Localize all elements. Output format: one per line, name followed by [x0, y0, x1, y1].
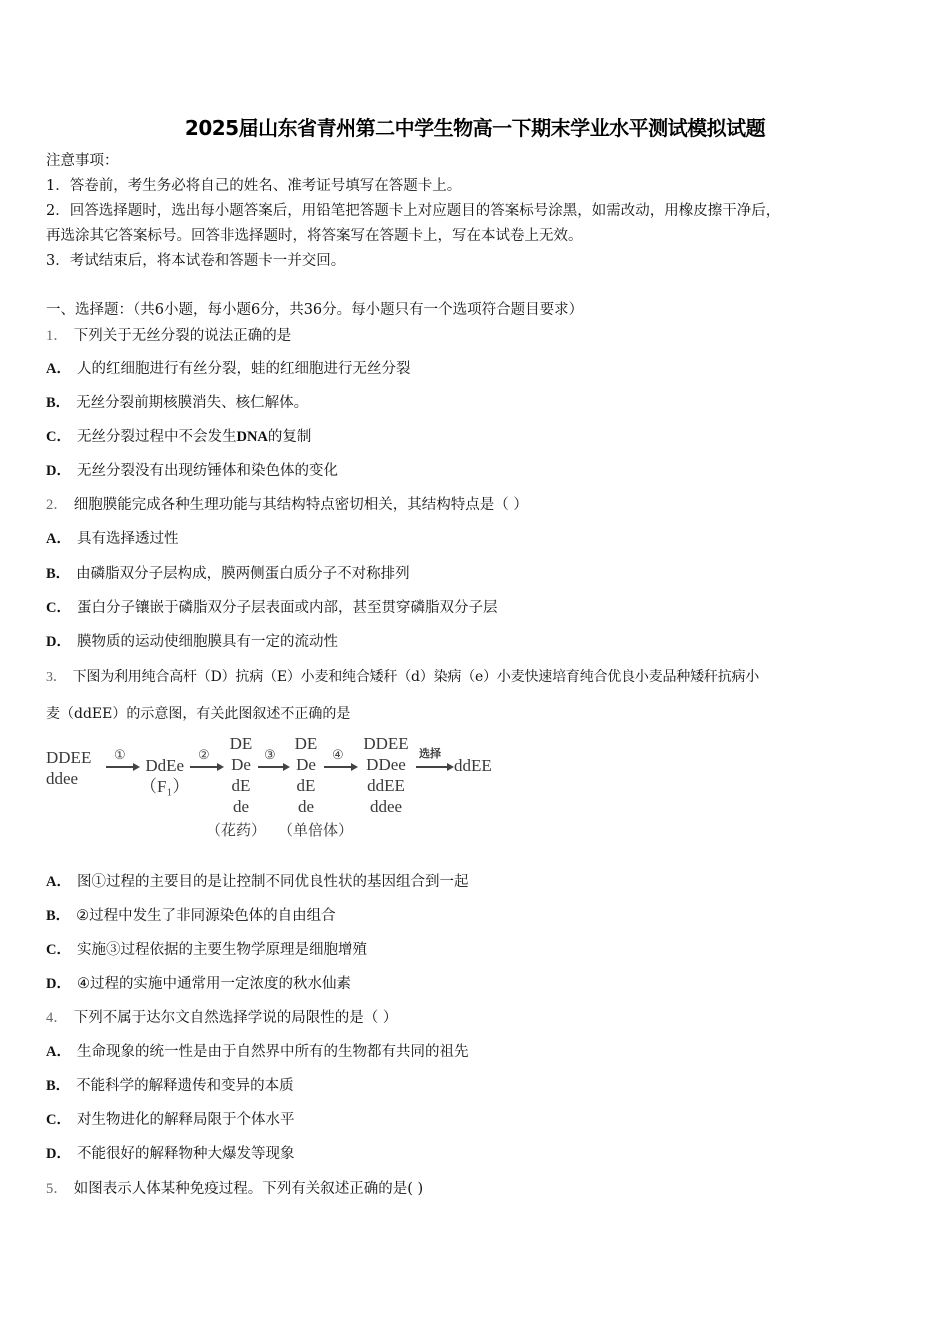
step-4-marker: ④ [332, 747, 344, 762]
question-stem: 如图表示人体某种免疫过程。下列有关叙述正确的是( ) [73, 1181, 424, 1197]
page-title: 2025届山东省青州第二中学生物高一下期末学业水平测试模拟试题 [184, 116, 766, 140]
arrow-icon [190, 766, 222, 768]
option-1d [46, 461, 338, 481]
option-3b [46, 906, 336, 926]
gamete-genotype: DE [229, 734, 253, 753]
step-2-marker: ② [198, 747, 210, 762]
notice-item-2-cont: 再选涂其它答案标号。回答非选择题时，将答案写在答题卡上，写在本试卷上无效。 [46, 228, 583, 244]
diploid-genotype: DDEE [363, 734, 409, 753]
option-4d [46, 1144, 294, 1164]
notice-item-3: 3．考试结束后，将本试卷和答题卡一并交回。 [46, 253, 346, 269]
option-label: B． [46, 1078, 71, 1094]
anther-label: （花药） [206, 821, 267, 839]
section-heading: 一、选择题：（共6小题，每小题6分，共36分。每小题只有一个选项符合题目要求） [46, 302, 584, 318]
option-2a [46, 529, 178, 549]
question-stem: 下列不属于达尔文自然选择学说的局限性的是（ ） [73, 1010, 398, 1026]
option-label: D． [46, 463, 71, 479]
arrow-icon [324, 766, 356, 768]
diploid-genotype: ddEE [367, 776, 405, 795]
option-label: C． [46, 429, 71, 445]
question-4 [46, 1008, 397, 1028]
option-label: A． [46, 531, 71, 547]
diploid-genotype: DDee [366, 755, 406, 774]
question-number: 3． [46, 670, 67, 685]
option-label: A． [46, 874, 71, 890]
diploid-genotype: ddee [369, 797, 403, 816]
diagram-haploid [291, 733, 321, 817]
notice-item-1: 1．答卷前，考生务必将自己的姓名、准考证号填写在答题卡上。 [46, 178, 462, 194]
option-text: 不能科学的解释遗传和变异的本质 [76, 1078, 294, 1094]
option-4c [46, 1110, 294, 1130]
option-label: B． [46, 395, 71, 411]
option-text: 人的红细胞进行有丝分裂，蛙的红细胞进行无丝分裂 [76, 361, 411, 377]
question-number: 4． [46, 1010, 68, 1026]
option-1a [46, 359, 410, 379]
option-label: B． [46, 908, 71, 924]
option-2d [46, 632, 338, 652]
option-4a [46, 1042, 468, 1062]
diagram-result: ddEE [454, 756, 492, 775]
option-text: 无丝分裂没有出现纺锤体和染色体的变化 [76, 463, 338, 479]
question-number: 1． [46, 328, 68, 344]
question-stem: 细胞膜能完成各种生理功能与其结构特点密切相关，其结构特点是（ ） [73, 497, 528, 513]
dna-term: DNA [236, 429, 268, 445]
parent-genotype: ddee [46, 769, 79, 788]
haploid-genotype: DE [294, 734, 318, 753]
option-text: 不能很好的解释物种大爆发等现象 [76, 1146, 295, 1162]
haploid-genotype: dE [296, 776, 316, 795]
option-text: 无丝分裂前期核膜消失、核仁解体。 [76, 395, 309, 411]
haploid-label: （单倍体） [278, 821, 354, 839]
diagram-anther [226, 733, 256, 817]
question-2 [46, 495, 528, 515]
select-label: 选择 [419, 747, 441, 760]
question-number: 2． [46, 497, 68, 513]
option-2b [46, 564, 410, 584]
step-3-marker: ③ [264, 747, 276, 762]
option-text: 实施③过程依据的主要生物学原理是细胞增殖 [76, 942, 367, 958]
option-label: D． [46, 634, 71, 650]
haploid-genotype: de [297, 797, 315, 816]
option-text: 无丝分裂过程中不会发生 [76, 429, 237, 445]
breeding-diagram [46, 733, 506, 845]
option-label: B． [46, 566, 71, 582]
option-text: 生命现象的统一性是由于自然界中所有的生物都有共同的祖先 [76, 1044, 469, 1060]
notice-heading: 注意事项： [46, 153, 119, 169]
option-3a [46, 872, 468, 892]
diagram-f1 [140, 755, 189, 797]
option-label: A． [46, 1044, 71, 1060]
question-stem: 下列关于无丝分裂的说法正确的是 [73, 328, 292, 344]
question-stem: 下图为利用纯合高杆（D）抗病（E）小麦和纯合矮秆（d）染病（e）小麦快速培育纯合优良小麦品种矮秆抗病小 [72, 669, 760, 685]
question-3-cont: 麦（ddEE）的示意图，有关此图叙述不正确的是 [46, 706, 351, 722]
parent-genotype: DDEE [46, 748, 92, 767]
arrow-icon [106, 766, 138, 768]
option-4b [46, 1076, 294, 1096]
option-text: 由磷脂双分子层构成，膜两侧蛋白质分子不对称排列 [76, 566, 410, 582]
f1-label: （F₁） [140, 777, 190, 796]
option-label: A． [46, 361, 71, 377]
gamete-genotype: de [232, 797, 250, 816]
diagram-diploid [358, 733, 414, 817]
option-text: 具有选择透过性 [76, 531, 179, 547]
option-1c [46, 427, 311, 447]
question-3 [46, 667, 759, 688]
option-text: 图①过程的主要目的是让控制不同优良性状的基因组合到一起 [76, 874, 469, 890]
f1-genotype: DdEe [145, 756, 185, 775]
arrow-icon [258, 766, 288, 768]
option-text: 膜物质的运动使细胞膜具有一定的流动性 [76, 634, 338, 650]
diagram-parents [46, 747, 91, 789]
option-3d [46, 974, 351, 994]
step-1-marker: ① [114, 747, 126, 762]
option-label: D． [46, 1146, 71, 1162]
option-text: ④过程的实施中通常用一定浓度的秋水仙素 [76, 976, 351, 992]
option-text: 蛋白分子镶嵌于磷脂双分子层表面或内部，甚至贯穿磷脂双分子层 [76, 600, 498, 616]
option-label: C． [46, 942, 71, 958]
gamete-genotype: dE [231, 776, 251, 795]
arrow-icon [416, 766, 452, 768]
question-1 [46, 326, 291, 346]
option-1b [46, 393, 308, 413]
option-label: C． [46, 1112, 71, 1128]
option-3c [46, 940, 367, 960]
question-5 [46, 1179, 423, 1199]
option-2c [46, 598, 497, 618]
notice-item-2: 2．回答选择题时，选出每小题答案后，用铅笔把答题卡上对应题目的答案标号涂黑，如需改动，用橡皮擦干净后， [46, 203, 781, 219]
gamete-genotype: De [231, 755, 251, 774]
option-label: D． [46, 976, 71, 992]
option-text: 对生物进化的解释局限于个体水平 [76, 1112, 295, 1128]
option-text: ②过程中发生了非同源染色体的自由组合 [76, 908, 336, 924]
option-text: 的复制 [267, 429, 312, 445]
option-label: C． [46, 600, 71, 616]
question-number: 5． [46, 1181, 68, 1197]
haploid-genotype: De [296, 755, 316, 774]
